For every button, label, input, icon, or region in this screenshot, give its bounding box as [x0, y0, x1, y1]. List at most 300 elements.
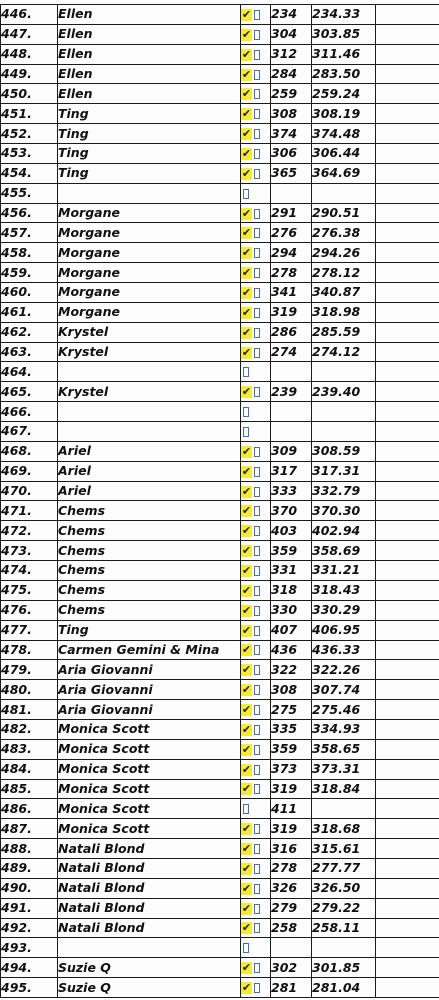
- table-row: [1, 283, 439, 303]
- check-icon: ✔: [241, 87, 252, 101]
- row-number-cell: 494.: [1, 958, 58, 978]
- row-number-cell: 462.: [1, 322, 58, 342]
- checkbox-icon: [254, 328, 260, 338]
- precise-value-cell: 306.44: [312, 144, 376, 164]
- check-cell: [241, 938, 271, 958]
- checkbox-icon: [254, 923, 260, 933]
- value-cell: 294: [271, 243, 312, 263]
- checkbox-icon: [243, 943, 249, 953]
- blank-cell: [376, 958, 439, 978]
- precise-value-cell: 290.51: [312, 203, 376, 223]
- blank-cell: [376, 739, 439, 759]
- precise-value-cell: 436.33: [312, 640, 376, 660]
- row-number-cell: 476.: [1, 600, 58, 620]
- blank-cell: [376, 104, 439, 124]
- table-row: [1, 561, 439, 581]
- check-cell: [241, 64, 271, 84]
- table-row: [1, 441, 439, 461]
- model-name-cell: Ting: [58, 144, 241, 164]
- check-cell: [241, 422, 271, 442]
- value-cell: 317: [271, 461, 312, 481]
- model-name-cell: Morgane: [58, 263, 241, 283]
- precise-value-cell: [312, 799, 376, 819]
- checkbox-icon: [254, 149, 260, 159]
- check-icon: ✔: [241, 246, 252, 260]
- table-row: [1, 958, 439, 978]
- value-cell: 276: [271, 223, 312, 243]
- check-icon: ✔: [241, 921, 252, 935]
- value-cell: [271, 362, 312, 382]
- row-number-cell: 472.: [1, 521, 58, 541]
- model-name-cell: [58, 422, 241, 442]
- value-cell: 291: [271, 203, 312, 223]
- precise-value-cell: 281.04: [312, 978, 376, 998]
- check-icon: ✔: [241, 524, 252, 538]
- model-name-cell: Suzie Q: [58, 958, 241, 978]
- precise-value-cell: 318.43: [312, 580, 376, 600]
- checkbox-icon: [254, 983, 260, 993]
- check-cell: [241, 640, 271, 660]
- model-name-cell: Morgane: [58, 223, 241, 243]
- row-number-cell: 484.: [1, 759, 58, 779]
- table-row: [1, 5, 439, 25]
- check-icon: ✔: [241, 127, 252, 141]
- row-number-cell: 477.: [1, 620, 58, 640]
- check-cell: [241, 918, 271, 938]
- row-number-cell: 486.: [1, 799, 58, 819]
- table-row: [1, 243, 439, 263]
- model-name-cell: Ellen: [58, 64, 241, 84]
- precise-value-cell: 358.69: [312, 541, 376, 561]
- blank-cell: [376, 223, 439, 243]
- row-number-cell: 449.: [1, 64, 58, 84]
- value-cell: 373: [271, 759, 312, 779]
- table-row: [1, 779, 439, 799]
- precise-value-cell: 326.50: [312, 878, 376, 898]
- check-cell: [241, 978, 271, 998]
- table-row: [1, 64, 439, 84]
- check-icon: ✔: [241, 67, 252, 81]
- model-name-cell: Monica Scott: [58, 779, 241, 799]
- blank-cell: [376, 759, 439, 779]
- row-number-cell: 487.: [1, 819, 58, 839]
- table-row: [1, 819, 439, 839]
- value-cell: 331: [271, 561, 312, 581]
- check-cell: [241, 799, 271, 819]
- value-cell: 326: [271, 878, 312, 898]
- check-cell: [241, 243, 271, 263]
- value-cell: 306: [271, 144, 312, 164]
- model-name-cell: Ting: [58, 620, 241, 640]
- model-name-cell: Monica Scott: [58, 759, 241, 779]
- check-icon: ✔: [241, 206, 252, 220]
- blank-cell: [376, 263, 439, 283]
- check-cell: [241, 580, 271, 600]
- precise-value-cell: 283.50: [312, 64, 376, 84]
- check-cell: [241, 541, 271, 561]
- checkbox-icon: [254, 606, 260, 616]
- blank-cell: [376, 283, 439, 303]
- model-name-cell: Aria Giovanni: [58, 700, 241, 720]
- check-cell: [241, 481, 271, 501]
- table-row: [1, 521, 439, 541]
- table-row: [1, 759, 439, 779]
- blank-cell: [376, 441, 439, 461]
- blank-cell: [376, 521, 439, 541]
- table-row: [1, 124, 439, 144]
- table-row: [1, 739, 439, 759]
- check-cell: [241, 362, 271, 382]
- row-number-cell: 470.: [1, 481, 58, 501]
- table-row: [1, 402, 439, 422]
- model-name-cell: Ellen: [58, 5, 241, 25]
- blank-cell: [376, 541, 439, 561]
- checkbox-icon: [254, 70, 260, 80]
- value-cell: [271, 183, 312, 203]
- precise-value-cell: 277.77: [312, 858, 376, 878]
- check-icon: ✔: [241, 7, 252, 21]
- model-name-cell: Krystel: [58, 322, 241, 342]
- model-name-cell: Carmen Gemini & Mina: [58, 640, 241, 660]
- precise-value-cell: 278.12: [312, 263, 376, 283]
- row-number-cell: 480.: [1, 680, 58, 700]
- row-number-cell: 474.: [1, 561, 58, 581]
- row-number-cell: 495.: [1, 978, 58, 998]
- blank-cell: [376, 144, 439, 164]
- row-number-cell: 450.: [1, 84, 58, 104]
- check-cell: [241, 561, 271, 581]
- row-number-cell: 478.: [1, 640, 58, 660]
- checkbox-icon: [254, 904, 260, 914]
- table-row: [1, 183, 439, 203]
- precise-value-cell: 234.33: [312, 5, 376, 25]
- precise-value-cell: 374.48: [312, 124, 376, 144]
- model-name-cell: Monica Scott: [58, 819, 241, 839]
- row-number-cell: 453.: [1, 144, 58, 164]
- blank-cell: [376, 918, 439, 938]
- value-cell: 281: [271, 978, 312, 998]
- value-cell: 286: [271, 322, 312, 342]
- check-cell: [241, 283, 271, 303]
- check-cell: [241, 898, 271, 918]
- precise-value-cell: 318.84: [312, 779, 376, 799]
- table-row: [1, 322, 439, 342]
- check-icon: ✔: [241, 901, 252, 915]
- blank-cell: [376, 779, 439, 799]
- model-name-cell: [58, 938, 241, 958]
- model-name-cell: Krystel: [58, 382, 241, 402]
- blank-cell: [376, 561, 439, 581]
- value-cell: 234: [271, 5, 312, 25]
- row-number-cell: 456.: [1, 203, 58, 223]
- check-cell: [241, 322, 271, 342]
- value-cell: 319: [271, 779, 312, 799]
- value-cell: 335: [271, 719, 312, 739]
- model-name-cell: Aria Giovanni: [58, 680, 241, 700]
- table-row: [1, 104, 439, 124]
- precise-value-cell: 239.40: [312, 382, 376, 402]
- table-row: [1, 422, 439, 442]
- blank-cell: [376, 819, 439, 839]
- checkbox-icon: [254, 228, 260, 238]
- model-name-cell: Natali Blond: [58, 898, 241, 918]
- value-cell: 359: [271, 541, 312, 561]
- row-number-cell: 469.: [1, 461, 58, 481]
- check-icon: ✔: [241, 107, 252, 121]
- model-name-cell: Natali Blond: [58, 839, 241, 859]
- check-cell: [241, 223, 271, 243]
- check-cell: [241, 104, 271, 124]
- row-number-cell: 458.: [1, 243, 58, 263]
- checkbox-icon: [254, 447, 260, 457]
- check-cell: [241, 44, 271, 64]
- value-cell: 407: [271, 620, 312, 640]
- precise-value-cell: 275.46: [312, 700, 376, 720]
- table-row: [1, 203, 439, 223]
- checkbox-icon: [254, 268, 260, 278]
- blank-cell: [376, 302, 439, 322]
- check-icon: ✔: [241, 504, 252, 518]
- check-icon: ✔: [241, 146, 252, 160]
- check-cell: [241, 24, 271, 44]
- precise-value-cell: 294.26: [312, 243, 376, 263]
- table-row: [1, 382, 439, 402]
- blank-cell: [376, 600, 439, 620]
- blank-cell: [376, 64, 439, 84]
- row-number-cell: 471.: [1, 501, 58, 521]
- checkbox-icon: [254, 765, 260, 775]
- check-cell: [241, 839, 271, 859]
- check-icon: ✔: [241, 663, 252, 677]
- checkbox-icon: [254, 288, 260, 298]
- row-number-cell: 459.: [1, 263, 58, 283]
- check-cell: [241, 163, 271, 183]
- check-icon: ✔: [241, 226, 252, 240]
- model-name-cell: Ariel: [58, 461, 241, 481]
- check-icon: ✔: [241, 166, 252, 180]
- check-icon: ✔: [241, 484, 252, 498]
- model-name-cell: Ellen: [58, 24, 241, 44]
- check-icon: ✔: [241, 266, 252, 280]
- value-cell: 333: [271, 481, 312, 501]
- blank-cell: [376, 858, 439, 878]
- precise-value-cell: 330.29: [312, 600, 376, 620]
- checkbox-icon: [254, 665, 260, 675]
- precise-value-cell: [312, 422, 376, 442]
- table-row: [1, 580, 439, 600]
- row-number-cell: 479.: [1, 660, 58, 680]
- blank-cell: [376, 382, 439, 402]
- check-icon: ✔: [241, 643, 252, 657]
- checkbox-icon: [254, 30, 260, 40]
- check-cell: [241, 739, 271, 759]
- value-cell: 341: [271, 283, 312, 303]
- model-name-cell: Morgane: [58, 203, 241, 223]
- precise-value-cell: [312, 402, 376, 422]
- checkbox-icon: [254, 884, 260, 894]
- blank-cell: [376, 938, 439, 958]
- check-cell: [241, 183, 271, 203]
- value-cell: 278: [271, 858, 312, 878]
- check-cell: [241, 302, 271, 322]
- table-row: [1, 878, 439, 898]
- checkbox-icon: [243, 367, 249, 377]
- model-name-cell: Natali Blond: [58, 878, 241, 898]
- blank-cell: [376, 322, 439, 342]
- row-number-cell: 467.: [1, 422, 58, 442]
- value-cell: [271, 422, 312, 442]
- record-table-body: [1, 5, 439, 998]
- row-number-cell: 488.: [1, 839, 58, 859]
- model-name-cell: Ellen: [58, 84, 241, 104]
- table-row: [1, 501, 439, 521]
- precise-value-cell: 334.93: [312, 719, 376, 739]
- check-cell: [241, 600, 271, 620]
- value-cell: 284: [271, 64, 312, 84]
- checkbox-icon: [254, 308, 260, 318]
- model-name-cell: Ting: [58, 124, 241, 144]
- precise-value-cell: 318.68: [312, 819, 376, 839]
- row-number-cell: 463.: [1, 342, 58, 362]
- check-cell: [241, 858, 271, 878]
- row-number-cell: 475.: [1, 580, 58, 600]
- row-number-cell: 454.: [1, 163, 58, 183]
- row-number-cell: 461.: [1, 302, 58, 322]
- check-cell: [241, 958, 271, 978]
- row-number-cell: 491.: [1, 898, 58, 918]
- blank-cell: [376, 5, 439, 25]
- table-row: [1, 600, 439, 620]
- check-icon: ✔: [241, 345, 252, 359]
- check-icon: ✔: [241, 703, 252, 716]
- checkbox-icon: [254, 844, 260, 854]
- table-row: [1, 144, 439, 164]
- checkbox-icon: [254, 824, 260, 834]
- table-row: [1, 362, 439, 382]
- model-name-cell: Ariel: [58, 481, 241, 501]
- table-row: [1, 44, 439, 64]
- blank-cell: [376, 501, 439, 521]
- check-icon: ✔: [241, 981, 252, 995]
- check-cell: [241, 441, 271, 461]
- blank-cell: [376, 481, 439, 501]
- checkbox-icon: [254, 784, 260, 794]
- row-number-cell: 473.: [1, 541, 58, 561]
- precise-value-cell: [312, 362, 376, 382]
- table-row: [1, 680, 439, 700]
- checkbox-icon: [254, 526, 260, 536]
- table-row: [1, 541, 439, 561]
- blank-cell: [376, 719, 439, 739]
- model-name-cell: Chems: [58, 580, 241, 600]
- checkbox-icon: [254, 645, 260, 655]
- model-name-cell: Chems: [58, 600, 241, 620]
- row-number-cell: 455.: [1, 183, 58, 203]
- row-number-cell: 485.: [1, 779, 58, 799]
- value-cell: 239: [271, 382, 312, 402]
- value-cell: 403: [271, 521, 312, 541]
- check-cell: [241, 521, 271, 541]
- check-icon: ✔: [241, 544, 252, 558]
- checkbox-icon: [243, 804, 249, 814]
- table-row: [1, 223, 439, 243]
- blank-cell: [376, 402, 439, 422]
- checkbox-icon: [254, 248, 260, 258]
- check-cell: [241, 700, 271, 720]
- check-icon: ✔: [241, 325, 252, 339]
- table-row: [1, 302, 439, 322]
- table-row: [1, 84, 439, 104]
- table-row: [1, 24, 439, 44]
- value-cell: 278: [271, 263, 312, 283]
- value-cell: 302: [271, 958, 312, 978]
- value-cell: 319: [271, 819, 312, 839]
- model-name-cell: Suzie Q: [58, 978, 241, 998]
- check-cell: [241, 203, 271, 223]
- precise-value-cell: 258.11: [312, 918, 376, 938]
- blank-cell: [376, 898, 439, 918]
- check-cell: [241, 819, 271, 839]
- table-row: [1, 938, 439, 958]
- row-number-cell: 452.: [1, 124, 58, 144]
- check-icon: ✔: [241, 861, 252, 875]
- model-name-cell: [58, 183, 241, 203]
- model-name-cell: Krystel: [58, 342, 241, 362]
- precise-value-cell: 358.65: [312, 739, 376, 759]
- model-name-cell: Natali Blond: [58, 918, 241, 938]
- precise-value-cell: 285.59: [312, 322, 376, 342]
- precise-value-cell: 307.74: [312, 680, 376, 700]
- checkbox-icon: [254, 467, 260, 477]
- blank-cell: [376, 620, 439, 640]
- model-name-cell: Morgane: [58, 243, 241, 263]
- row-number-cell: 468.: [1, 441, 58, 461]
- check-icon: ✔: [241, 722, 252, 736]
- model-name-cell: Ting: [58, 104, 241, 124]
- table-row: [1, 799, 439, 819]
- blank-cell: [376, 422, 439, 442]
- precise-value-cell: 340.87: [312, 283, 376, 303]
- precise-value-cell: 402.94: [312, 521, 376, 541]
- checkbox-icon: [254, 963, 260, 973]
- value-cell: 365: [271, 163, 312, 183]
- blank-cell: [376, 580, 439, 600]
- precise-value-cell: 276.38: [312, 223, 376, 243]
- model-name-cell: [58, 402, 241, 422]
- table-row: [1, 918, 439, 938]
- row-number-cell: 482.: [1, 719, 58, 739]
- value-cell: 308: [271, 680, 312, 700]
- check-cell: [241, 382, 271, 402]
- check-icon: ✔: [241, 881, 252, 895]
- blank-cell: [376, 24, 439, 44]
- value-cell: 258: [271, 918, 312, 938]
- row-number-cell: 481.: [1, 700, 58, 720]
- model-name-cell: Ariel: [58, 441, 241, 461]
- check-cell: [241, 759, 271, 779]
- check-icon: ✔: [241, 305, 252, 319]
- check-icon: ✔: [241, 444, 252, 458]
- value-cell: 309: [271, 441, 312, 461]
- precise-value-cell: 308.59: [312, 441, 376, 461]
- value-cell: 436: [271, 640, 312, 660]
- precise-value-cell: [312, 183, 376, 203]
- blank-cell: [376, 124, 439, 144]
- check-icon: ✔: [241, 762, 252, 776]
- check-icon: ✔: [241, 842, 252, 856]
- precise-value-cell: 308.19: [312, 104, 376, 124]
- check-cell: [241, 263, 271, 283]
